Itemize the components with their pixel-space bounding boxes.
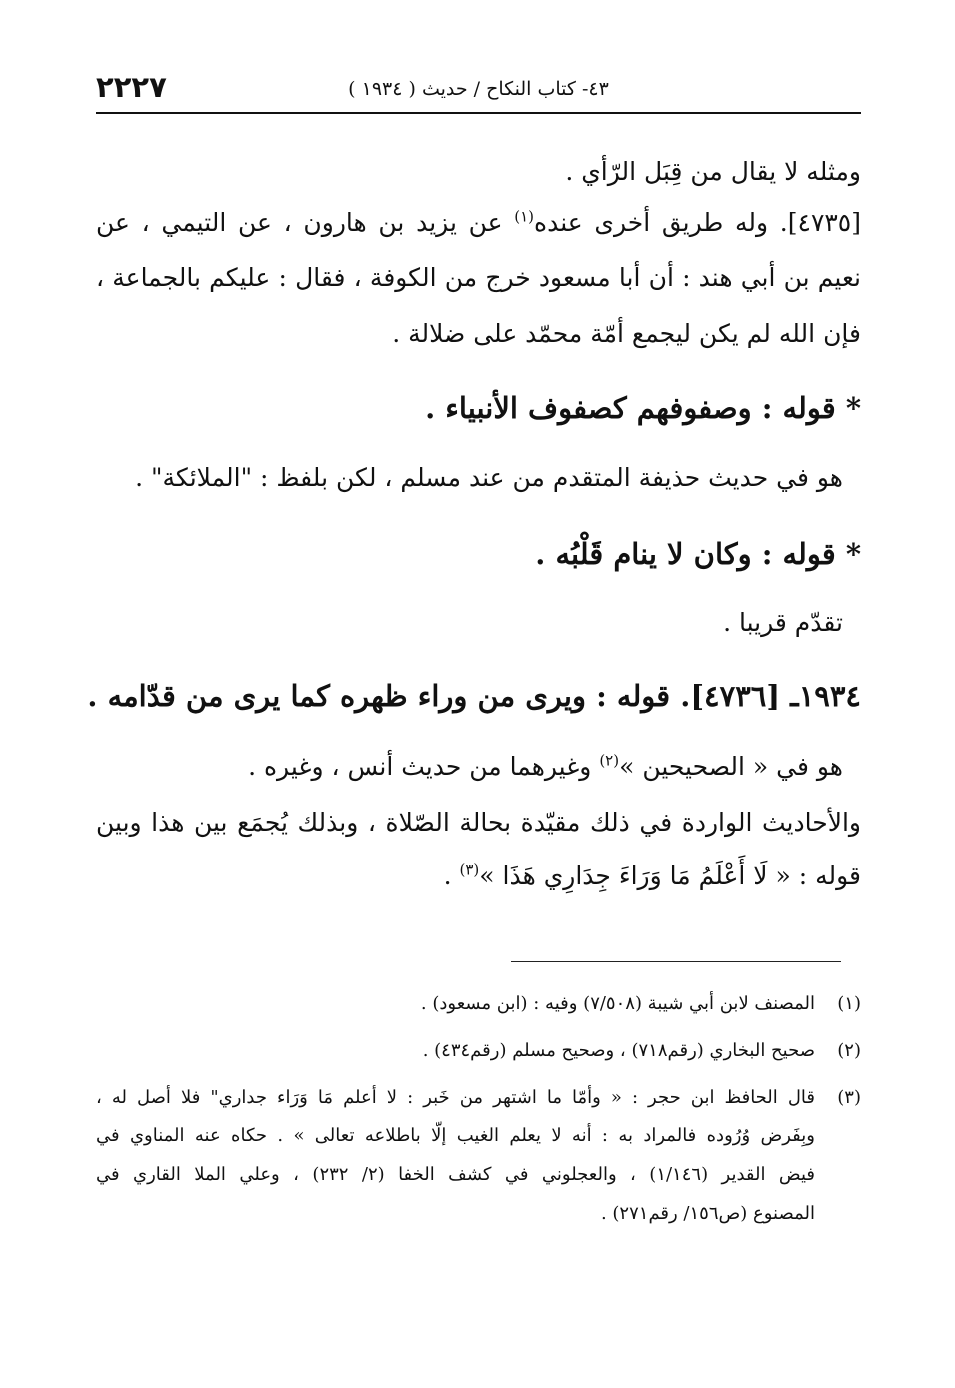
body-line-5: هو في حديث حذيفة المتقدم من عند مسلم ، لكن بلفظ : "الملائكة" . xyxy=(135,463,843,492)
sahihayn-text: هو في « الصحيحين » xyxy=(619,752,843,781)
body-line-8: والأحاديث الواردة في ذلك مقيّدة بحالة الصّلاة ، وبذلك يُجمَع بين هذا وبين xyxy=(96,808,861,837)
footnote-ref-3: (٣) xyxy=(459,860,480,879)
body-line-3: نعيم بن أبي هند : أن أبا مسعود خرج من الكوفة ، فقال : عليكم بالجماعة ، xyxy=(96,263,861,292)
body-line-1: ومثله لا يقال من قِبَل الرّأي . xyxy=(565,157,861,186)
hadith-4735-text: [٤٧٣٥]. وله طريق أخرى عنده xyxy=(534,208,861,237)
footnote-3-text: قال الحافظ ابن حجر : « وأمّا ما اشتهر من خَبر : لا أعلم مَا وَرَاء جداري" فلا أصل له ، xyxy=(96,1087,815,1108)
page-header xyxy=(96,68,861,114)
line-end-period: . xyxy=(443,861,460,890)
footnote-ref-1: (١) xyxy=(514,207,535,226)
section-heading-2: * قوله : وكان لا ينام قَلْبُه . xyxy=(535,537,861,571)
footnote-2-text: صحيح البخاري (رقم٧١٨) ، وصحيح مسلم (رقم٤٣٤) . xyxy=(422,1040,815,1061)
footnote-3-line-3: فيض القدير (١/١٤٦) ، والعجلوني في كشف الخفا (٢/ ٢٣٢) ، وعلي الملا القاري في xyxy=(96,1164,816,1185)
body-line-4: فإن الله لم يكن ليجمع أمّة محمّد على ضلالة . xyxy=(392,319,861,348)
running-title: ٤٣- كتاب النكاح / حديث ( ١٩٣٤ ) xyxy=(348,78,609,100)
body-line-7 xyxy=(96,747,843,787)
footnote-1-text: المصنف لابن أبي شيبة (٧/٥٠٨) وفيه : (ابن مسعود) . xyxy=(420,993,815,1014)
hadith-heading-1934: ١٩٣٤ـ [٤٧٣٦]. قوله : ويرى من وراء ظهره كما يرى من قدّامه . xyxy=(87,679,861,713)
section-heading-1: * قوله : وصفوفهم كصفوف الأنبياء . xyxy=(425,391,861,425)
hadith-4735-chain: عن يزيد بن هارون ، عن التيمي ، عن xyxy=(96,208,515,237)
body-line-6: تقدّم قريبا . xyxy=(723,608,843,637)
footnote-2-number: (٢) xyxy=(837,1040,861,1061)
footnote-3-number: (٣) xyxy=(837,1087,861,1108)
anas-text: وغيرهما من حديث أنس ، وغيره . xyxy=(248,752,600,781)
footnote-3-line-2: وبِفَرض وُرُوده فالمراد به : أنه لا يعلم الغيب إلّا باطلاعه تعالى » . حكاه عنه المناوي في xyxy=(96,1125,815,1146)
body-line-9 xyxy=(96,856,861,896)
footnote-1-number: (١) xyxy=(837,993,861,1014)
footnote-separator xyxy=(511,961,841,962)
hadith-quote: قوله : « لَا أَعْلَمُ مَا وَرَاءَ جِدَارِي هَذَا » xyxy=(479,861,861,890)
page-number: ٢٢٢٧ xyxy=(96,70,167,104)
footnote-ref-2: (٢) xyxy=(599,751,620,770)
footnote-3-line-4: المصنوع (ص١٥٦/ رقم٢٧١) . xyxy=(600,1203,815,1224)
body-line-2 xyxy=(96,203,861,243)
